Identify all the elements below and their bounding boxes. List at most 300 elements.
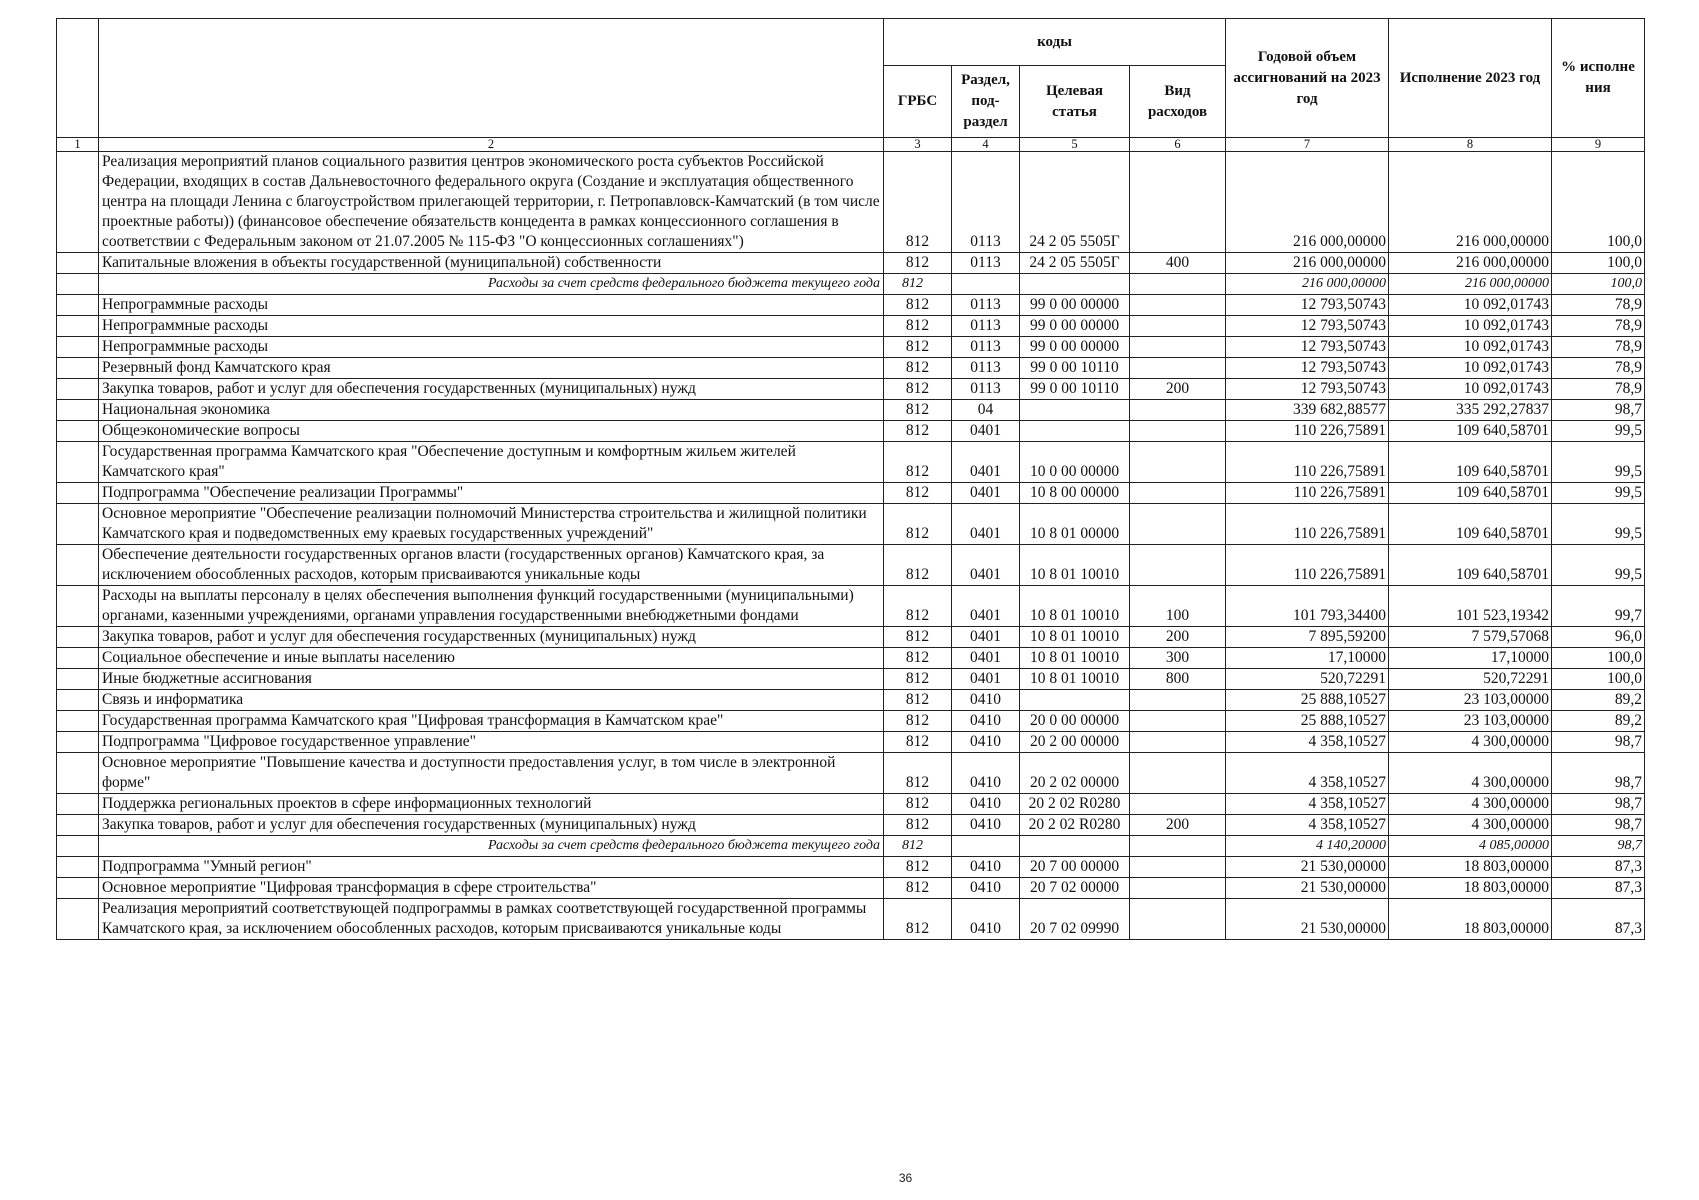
target-article-cell: 10 8 01 10010 — [1020, 648, 1130, 669]
table-row — [57, 274, 1645, 295]
grbs-cell: 812 — [884, 337, 952, 358]
row-index-cell — [57, 794, 99, 815]
grbs-cell: 812 — [884, 815, 952, 836]
percent-cell: 89,2 — [1552, 711, 1645, 732]
grbs-cell: 812 — [884, 648, 952, 669]
row-index-cell — [57, 295, 99, 316]
annual-allocation-cell: 216 000,00000 — [1226, 253, 1389, 274]
execution-cell: 4 085,00000 — [1389, 836, 1552, 857]
annual-allocation-cell: 21 530,00000 — [1226, 899, 1389, 940]
expense-type-cell: 100 — [1130, 586, 1226, 627]
grbs-cell: 812 — [884, 878, 952, 899]
grbs-cell: 812 — [884, 442, 952, 483]
expense-type-cell — [1130, 274, 1226, 295]
target-article-cell: 20 7 02 00000 — [1020, 878, 1130, 899]
header-annual-allocation: Годовой объем ассигнований на 2023 год — [1226, 19, 1389, 138]
execution-cell: 4 300,00000 — [1389, 732, 1552, 753]
percent-cell: 98,7 — [1552, 836, 1645, 857]
execution-cell: 17,10000 — [1389, 648, 1552, 669]
grbs-cell: 812 — [884, 794, 952, 815]
target-article-cell: 99 0 00 00000 — [1020, 316, 1130, 337]
percent-cell: 99,5 — [1552, 483, 1645, 504]
column-number: 7 — [1226, 138, 1389, 152]
annual-allocation-cell: 12 793,50743 — [1226, 379, 1389, 400]
row-name-cell: Закупка товаров, работ и услуг для обеспечения государственных (муниципальных) нужд — [99, 815, 884, 836]
row-index-cell — [57, 358, 99, 379]
percent-cell: 89,2 — [1552, 690, 1645, 711]
row-index-cell — [57, 669, 99, 690]
row-index-cell — [57, 274, 99, 295]
row-name-cell: Социальное обеспечение и иные выплаты населению — [99, 648, 884, 669]
execution-cell: 4 300,00000 — [1389, 794, 1552, 815]
column-number-row — [57, 138, 1645, 152]
percent-cell: 78,9 — [1552, 295, 1645, 316]
row-index-cell — [57, 152, 99, 253]
budget-report-page — [56, 18, 1644, 1185]
target-article-cell: 10 0 00 00000 — [1020, 442, 1130, 483]
expense-type-cell: 200 — [1130, 627, 1226, 648]
target-article-cell: 20 0 00 00000 — [1020, 711, 1130, 732]
section-cell: 0410 — [952, 690, 1020, 711]
grbs-cell: 812 — [884, 358, 952, 379]
table-row — [57, 358, 1645, 379]
expense-type-cell — [1130, 836, 1226, 857]
row-name-cell: Закупка товаров, работ и услуг для обеспечения государственных (муниципальных) нужд — [99, 379, 884, 400]
table-row — [57, 794, 1645, 815]
table-row — [57, 669, 1645, 690]
target-article-cell — [1020, 836, 1130, 857]
execution-cell: 520,72291 — [1389, 669, 1552, 690]
table-row — [57, 836, 1645, 857]
grbs-cell: 812 — [884, 836, 952, 857]
annual-allocation-cell: 216 000,00000 — [1226, 274, 1389, 295]
section-cell — [952, 274, 1020, 295]
grbs-cell: 812 — [884, 690, 952, 711]
expense-type-cell — [1130, 794, 1226, 815]
expense-type-cell — [1130, 358, 1226, 379]
percent-cell: 87,3 — [1552, 878, 1645, 899]
percent-cell: 96,0 — [1552, 627, 1645, 648]
expense-type-cell — [1130, 152, 1226, 253]
target-article-cell: 24 2 05 5505Г — [1020, 253, 1130, 274]
row-name-cell: Основное мероприятие "Цифровая трансформация в сфере строительства" — [99, 878, 884, 899]
percent-cell: 100,0 — [1552, 648, 1645, 669]
row-name-cell: Подпрограмма "Цифровое государственное управление" — [99, 732, 884, 753]
expense-type-cell: 200 — [1130, 379, 1226, 400]
target-article-cell: 24 2 05 5505Г — [1020, 152, 1130, 253]
execution-cell: 109 640,58701 — [1389, 545, 1552, 586]
row-name-cell: Общеэкономические вопросы — [99, 421, 884, 442]
header-expense-type: Вид расходов — [1130, 66, 1226, 138]
row-index-cell — [57, 711, 99, 732]
row-name-cell: Обеспечение деятельности государственных органов власти (государственных органов) Камчатского края, за исключением обособленных расходов, которым присваиваются уникальные коды — [99, 545, 884, 586]
percent-cell: 100,0 — [1552, 152, 1645, 253]
column-number: 8 — [1389, 138, 1552, 152]
annual-allocation-cell: 4 358,10527 — [1226, 732, 1389, 753]
grbs-cell: 812 — [884, 899, 952, 940]
grbs-cell: 812 — [884, 753, 952, 794]
expense-type-cell — [1130, 711, 1226, 732]
table-row — [57, 899, 1645, 940]
table-row — [57, 400, 1645, 421]
row-name-cell: Расходы за счет средств федерального бюджета текущего года — [99, 274, 884, 295]
column-number: 5 — [1020, 138, 1130, 152]
percent-cell: 99,5 — [1552, 442, 1645, 483]
table-row — [57, 504, 1645, 545]
grbs-cell: 812 — [884, 421, 952, 442]
row-index-cell — [57, 442, 99, 483]
percent-cell: 99,5 — [1552, 545, 1645, 586]
target-article-cell: 10 8 00 00000 — [1020, 483, 1130, 504]
annual-allocation-cell: 21 530,00000 — [1226, 857, 1389, 878]
grbs-cell: 812 — [884, 669, 952, 690]
target-article-cell: 99 0 00 10110 — [1020, 379, 1130, 400]
percent-cell: 98,7 — [1552, 815, 1645, 836]
header-section: Раздел, под-раздел — [952, 66, 1020, 138]
table-row — [57, 421, 1645, 442]
row-index-cell — [57, 732, 99, 753]
percent-cell: 98,7 — [1552, 732, 1645, 753]
execution-cell: 335 292,27837 — [1389, 400, 1552, 421]
row-name-cell: Государственная программа Камчатского края "Обеспечение доступным и комфортным жильем жителей Камчатского края" — [99, 442, 884, 483]
row-index-cell — [57, 253, 99, 274]
table-row — [57, 442, 1645, 483]
row-index-cell — [57, 878, 99, 899]
annual-allocation-cell: 110 226,75891 — [1226, 545, 1389, 586]
section-cell: 0401 — [952, 483, 1020, 504]
expense-type-cell — [1130, 316, 1226, 337]
expense-type-cell — [1130, 504, 1226, 545]
row-index-cell — [57, 815, 99, 836]
row-index-cell — [57, 400, 99, 421]
annual-allocation-cell: 110 226,75891 — [1226, 442, 1389, 483]
execution-cell: 10 092,01743 — [1389, 316, 1552, 337]
grbs-cell: 812 — [884, 504, 952, 545]
section-cell: 0401 — [952, 586, 1020, 627]
execution-cell: 4 300,00000 — [1389, 815, 1552, 836]
execution-cell: 23 103,00000 — [1389, 711, 1552, 732]
target-article-cell: 20 7 02 09990 — [1020, 899, 1130, 940]
row-name-cell: Закупка товаров, работ и услуг для обеспечения государственных (муниципальных) нужд — [99, 627, 884, 648]
annual-allocation-cell: 7 895,59200 — [1226, 627, 1389, 648]
row-name-cell: Иные бюджетные ассигнования — [99, 669, 884, 690]
annual-allocation-cell: 520,72291 — [1226, 669, 1389, 690]
table-body — [57, 152, 1645, 940]
target-article-cell — [1020, 274, 1130, 295]
annual-allocation-cell: 339 682,88577 — [1226, 400, 1389, 421]
row-name-cell: Основное мероприятие "Обеспечение реализации полномочий Министерства строительства и жилищной политики Камчатского края и подведомственных ему краевых государственных учреждений" — [99, 504, 884, 545]
row-index-cell — [57, 316, 99, 337]
section-cell: 0401 — [952, 669, 1020, 690]
execution-cell: 109 640,58701 — [1389, 504, 1552, 545]
table-row — [57, 483, 1645, 504]
percent-cell: 100,0 — [1552, 253, 1645, 274]
expense-type-cell — [1130, 753, 1226, 794]
grbs-cell: 812 — [884, 379, 952, 400]
grbs-cell: 812 — [884, 732, 952, 753]
row-index-cell — [57, 836, 99, 857]
grbs-cell: 812 — [884, 857, 952, 878]
expense-type-cell — [1130, 421, 1226, 442]
percent-cell: 100,0 — [1552, 669, 1645, 690]
table-row — [57, 379, 1645, 400]
expense-type-cell: 200 — [1130, 815, 1226, 836]
percent-cell: 100,0 — [1552, 274, 1645, 295]
page-number: 36 — [898, 1171, 913, 1185]
row-name-cell: Подпрограмма "Обеспечение реализации Программы" — [99, 483, 884, 504]
target-article-cell: 10 8 01 10010 — [1020, 545, 1130, 586]
execution-cell: 4 300,00000 — [1389, 753, 1552, 794]
row-index-cell — [57, 483, 99, 504]
row-name-cell: Основное мероприятие "Повышение качества и доступности предоставления услуг, в том числе в электронной форме" — [99, 753, 884, 794]
execution-cell: 10 092,01743 — [1389, 358, 1552, 379]
grbs-cell: 812 — [884, 627, 952, 648]
grbs-cell: 812 — [884, 316, 952, 337]
execution-cell: 101 523,19342 — [1389, 586, 1552, 627]
expense-type-cell — [1130, 295, 1226, 316]
header-empty-col-2 — [99, 19, 884, 138]
expense-type-cell — [1130, 545, 1226, 586]
row-index-cell — [57, 690, 99, 711]
grbs-cell: 812 — [884, 483, 952, 504]
annual-allocation-cell: 4 358,10527 — [1226, 815, 1389, 836]
expense-type-cell — [1130, 732, 1226, 753]
grbs-cell: 812 — [884, 152, 952, 253]
target-article-cell: 10 8 01 10010 — [1020, 627, 1130, 648]
row-name-cell: Национальная экономика — [99, 400, 884, 421]
row-name-cell: Государственная программа Камчатского края "Цифровая трансформация в Камчатском крае" — [99, 711, 884, 732]
header-grbs: ГРБС — [884, 66, 952, 138]
percent-cell: 98,7 — [1552, 400, 1645, 421]
row-name-cell: Непрограммные расходы — [99, 316, 884, 337]
row-index-cell — [57, 753, 99, 794]
table-row — [57, 627, 1645, 648]
execution-cell: 18 803,00000 — [1389, 899, 1552, 940]
section-cell — [952, 836, 1020, 857]
target-article-cell: 20 2 02 R0280 — [1020, 815, 1130, 836]
section-cell: 0401 — [952, 627, 1020, 648]
percent-cell: 78,9 — [1552, 358, 1645, 379]
annual-allocation-cell: 12 793,50743 — [1226, 295, 1389, 316]
execution-cell: 216 000,00000 — [1389, 274, 1552, 295]
row-name-cell: Поддержка региональных проектов в сфере информационных технологий — [99, 794, 884, 815]
row-index-cell — [57, 504, 99, 545]
column-number: 3 — [884, 138, 952, 152]
row-name-cell: Связь и информатика — [99, 690, 884, 711]
percent-cell: 99,7 — [1552, 586, 1645, 627]
row-name-cell: Подпрограмма "Умный регион" — [99, 857, 884, 878]
table-row — [57, 857, 1645, 878]
table-row — [57, 711, 1645, 732]
section-cell: 0410 — [952, 711, 1020, 732]
grbs-cell: 812 — [884, 274, 952, 295]
target-article-cell: 20 2 02 R0280 — [1020, 794, 1130, 815]
target-article-cell: 99 0 00 10110 — [1020, 358, 1130, 379]
column-number: 6 — [1130, 138, 1226, 152]
expense-type-cell — [1130, 400, 1226, 421]
grbs-cell: 812 — [884, 253, 952, 274]
execution-cell: 7 579,57068 — [1389, 627, 1552, 648]
row-name-cell: Непрограммные расходы — [99, 337, 884, 358]
table-row — [57, 253, 1645, 274]
section-cell: 0113 — [952, 379, 1020, 400]
table-row — [57, 732, 1645, 753]
annual-allocation-cell: 25 888,10527 — [1226, 690, 1389, 711]
execution-cell: 10 092,01743 — [1389, 379, 1552, 400]
percent-cell: 78,9 — [1552, 379, 1645, 400]
percent-cell: 99,5 — [1552, 504, 1645, 545]
execution-cell: 10 092,01743 — [1389, 337, 1552, 358]
row-index-cell — [57, 337, 99, 358]
execution-cell: 109 640,58701 — [1389, 442, 1552, 483]
expense-type-cell — [1130, 878, 1226, 899]
row-index-cell — [57, 899, 99, 940]
percent-cell: 78,9 — [1552, 316, 1645, 337]
row-index-cell — [57, 379, 99, 400]
percent-cell: 98,7 — [1552, 794, 1645, 815]
annual-allocation-cell: 12 793,50743 — [1226, 358, 1389, 379]
expense-type-cell — [1130, 442, 1226, 483]
row-name-cell: Непрограммные расходы — [99, 295, 884, 316]
target-article-cell: 20 2 02 00000 — [1020, 753, 1130, 794]
target-article-cell: 99 0 00 00000 — [1020, 295, 1130, 316]
row-name-cell: Капитальные вложения в объекты государственной (муниципальной) собственности — [99, 253, 884, 274]
table-row — [57, 648, 1645, 669]
header-execution: Исполнение 2023 год — [1389, 19, 1552, 138]
annual-allocation-cell: 4 140,20000 — [1226, 836, 1389, 857]
execution-cell: 109 640,58701 — [1389, 483, 1552, 504]
table-row — [57, 295, 1645, 316]
execution-cell: 23 103,00000 — [1389, 690, 1552, 711]
budget-execution-table — [56, 18, 1645, 940]
column-number: 2 — [99, 138, 884, 152]
row-name-cell: Реализация мероприятий планов социального развития центров экономического роста субъектов Российской Федерации, входящих в состав Дальневосточного федерального округа (Создание и эксплуатация общественного центра на площади Ленина с благоустройством прилегающей территории, г. Петропавловск-Камчатский (в том числе проектные работы)) (финансовое обеспечение обязательств концедента в рамках концессионного соглашения в соответствии с Федеральным законом от 21.07.2005 № 115-ФЗ "О концессионных соглашениях") — [99, 152, 884, 253]
expense-type-cell — [1130, 337, 1226, 358]
table-row — [57, 753, 1645, 794]
grbs-cell: 812 — [884, 711, 952, 732]
table-row — [57, 337, 1645, 358]
percent-cell: 87,3 — [1552, 899, 1645, 940]
target-article-cell: 10 8 01 10010 — [1020, 586, 1130, 627]
section-cell: 0401 — [952, 545, 1020, 586]
percent-cell: 98,7 — [1552, 753, 1645, 794]
row-index-cell — [57, 586, 99, 627]
section-cell: 0113 — [952, 358, 1020, 379]
table-row — [57, 152, 1645, 253]
row-name-cell: Расходы за счет средств федерального бюджета текущего года — [99, 836, 884, 857]
execution-cell: 18 803,00000 — [1389, 878, 1552, 899]
section-cell: 0410 — [952, 878, 1020, 899]
annual-allocation-cell: 12 793,50743 — [1226, 337, 1389, 358]
grbs-cell: 812 — [884, 545, 952, 586]
section-cell: 0113 — [952, 253, 1020, 274]
expense-type-cell — [1130, 483, 1226, 504]
annual-allocation-cell: 17,10000 — [1226, 648, 1389, 669]
section-cell: 0410 — [952, 732, 1020, 753]
target-article-cell — [1020, 400, 1130, 421]
section-cell: 04 — [952, 400, 1020, 421]
row-index-cell — [57, 857, 99, 878]
grbs-cell: 812 — [884, 400, 952, 421]
annual-allocation-cell: 12 793,50743 — [1226, 316, 1389, 337]
percent-cell: 87,3 — [1552, 857, 1645, 878]
expense-type-cell: 400 — [1130, 253, 1226, 274]
section-cell: 0113 — [952, 337, 1020, 358]
percent-cell: 78,9 — [1552, 337, 1645, 358]
row-name-cell: Реализация мероприятий соответствующей подпрограммы в рамках соответствующей государственной программы Камчатского края, за исключением обособленных расходов, которым присваиваются уникальные коды — [99, 899, 884, 940]
percent-cell: 99,5 — [1552, 421, 1645, 442]
header-percent: % исполне ния — [1552, 19, 1645, 138]
execution-cell: 10 092,01743 — [1389, 295, 1552, 316]
section-cell: 0113 — [952, 152, 1020, 253]
annual-allocation-cell: 110 226,75891 — [1226, 421, 1389, 442]
annual-allocation-cell: 216 000,00000 — [1226, 152, 1389, 253]
target-article-cell: 10 8 01 10010 — [1020, 669, 1130, 690]
execution-cell: 18 803,00000 — [1389, 857, 1552, 878]
row-name-cell: Резервный фонд Камчатского края — [99, 358, 884, 379]
row-index-cell — [57, 648, 99, 669]
table-row — [57, 586, 1645, 627]
execution-cell: 216 000,00000 — [1389, 152, 1552, 253]
expense-type-cell — [1130, 690, 1226, 711]
row-index-cell — [57, 421, 99, 442]
annual-allocation-cell: 4 358,10527 — [1226, 794, 1389, 815]
grbs-cell: 812 — [884, 295, 952, 316]
annual-allocation-cell: 25 888,10527 — [1226, 711, 1389, 732]
expense-type-cell: 800 — [1130, 669, 1226, 690]
section-cell: 0410 — [952, 815, 1020, 836]
section-cell: 0401 — [952, 648, 1020, 669]
table-row — [57, 878, 1645, 899]
table-row — [57, 316, 1645, 337]
section-cell: 0410 — [952, 899, 1020, 940]
target-article-cell — [1020, 690, 1130, 711]
section-cell: 0113 — [952, 295, 1020, 316]
annual-allocation-cell: 101 793,34400 — [1226, 586, 1389, 627]
section-cell: 0410 — [952, 794, 1020, 815]
section-cell: 0410 — [952, 753, 1020, 794]
row-name-cell: Расходы на выплаты персоналу в целях обеспечения выполнения функций государственными (муниципальными) органами, казенными учреждениями, органами управления государственными внебюджетными фондами — [99, 586, 884, 627]
header-codes-group: коды — [884, 19, 1226, 66]
annual-allocation-cell: 110 226,75891 — [1226, 504, 1389, 545]
section-cell: 0401 — [952, 504, 1020, 545]
section-cell: 0401 — [952, 442, 1020, 483]
column-number: 1 — [57, 138, 99, 152]
row-index-cell — [57, 545, 99, 586]
target-article-cell — [1020, 421, 1130, 442]
section-cell: 0410 — [952, 857, 1020, 878]
expense-type-cell — [1130, 899, 1226, 940]
table-row — [57, 815, 1645, 836]
target-article-cell: 10 8 01 00000 — [1020, 504, 1130, 545]
annual-allocation-cell: 110 226,75891 — [1226, 483, 1389, 504]
expense-type-cell — [1130, 857, 1226, 878]
execution-cell: 109 640,58701 — [1389, 421, 1552, 442]
target-article-cell: 20 7 00 00000 — [1020, 857, 1130, 878]
header-empty-col-1 — [57, 19, 99, 138]
target-article-cell: 99 0 00 00000 — [1020, 337, 1130, 358]
annual-allocation-cell: 4 358,10527 — [1226, 753, 1389, 794]
annual-allocation-cell: 21 530,00000 — [1226, 878, 1389, 899]
expense-type-cell: 300 — [1130, 648, 1226, 669]
table-row — [57, 690, 1645, 711]
execution-cell: 216 000,00000 — [1389, 253, 1552, 274]
header-target-article: Целевая статья — [1020, 66, 1130, 138]
table-row — [57, 545, 1645, 586]
column-number: 4 — [952, 138, 1020, 152]
column-number: 9 — [1552, 138, 1645, 152]
target-article-cell: 20 2 00 00000 — [1020, 732, 1130, 753]
